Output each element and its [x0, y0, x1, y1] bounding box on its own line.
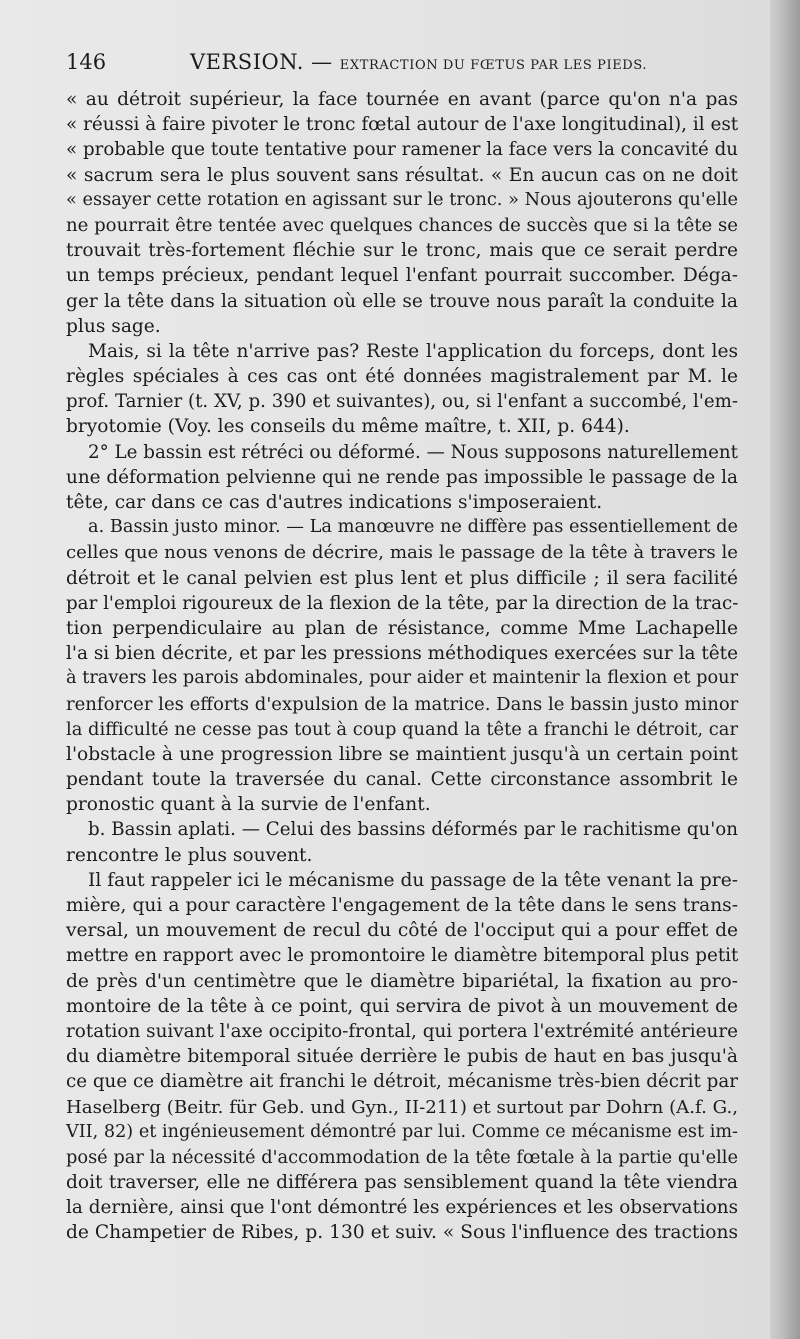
text-line: 2° Le bassin est rétréci ou déformé. — Nous supposons naturellement — [88, 441, 738, 463]
text-line: renforcer les efforts d'expulsion de la matrice. Dans le bassin justo minor — [66, 693, 739, 715]
text-line: posé par la nécessité d'accommodation de la tête fœtale à la partie qu'elle — [66, 1146, 738, 1168]
text-line: tête, car dans ce cas d'autres indications s'imposeraient. — [66, 492, 603, 513]
bleed-through-marks — [120, 1262, 740, 1282]
text-line: mettre en rapport avec le promontoire le diamètre bitemporal plus petit — [66, 945, 739, 967]
text-line: « au détroit supérieur, la face tournée en avant (parce qu'on n'a pas — [66, 89, 738, 110]
text-line: par l'emploi rigoureux de la flexion de la tête, par la direction de la trac- — [66, 592, 739, 614]
text-line: plus sage. — [66, 315, 161, 337]
section-title: VERSION. — [190, 50, 304, 74]
running-title — [190, 50, 647, 74]
text-line: pronostic quant à la survie de l'enfant. — [66, 794, 431, 816]
text-line: « probable que toute tentative pour ramener la face vers la concavité du — [66, 139, 738, 161]
text-line: « sacrum sera le plus souvent sans résultat. « En aucun cas on ne doit — [66, 164, 738, 186]
text-line: a. Bassin justo minor. — La manœuvre ne diffère pas essentiellement de — [88, 517, 738, 538]
text-line: VII, 82) et ingénieusement démontré par lui. Comme ce mécanisme est im- — [66, 1121, 738, 1142]
page-edge — [770, 0, 800, 1339]
text-line: trouvait très-fortement fléchie sur le tronc, mais que ce serait perdre — [66, 240, 738, 262]
page-number: 146 — [66, 50, 107, 74]
title-dash: — — [311, 50, 333, 74]
text-line: la difficulté ne cesse pas tout à coup quand la tête a franchi le détroit, car — [66, 718, 738, 740]
text-line: montoire de la tête à ce point, qui servira de pivot à un mouvement de — [66, 995, 738, 1017]
text-line: celles que nous venons de décrire, mais le passage de la tête à travers le — [66, 542, 738, 564]
text-line: b. Bassin aplati. — Celui des bassins déformés par le rachitisme qu'on — [88, 819, 738, 841]
text-line: versal, un mouvement de recul du côté de l'occiput qui a pour effet de — [66, 920, 738, 942]
text-line: rencontre le plus souvent. — [66, 844, 313, 866]
text-line: doit traverser, elle ne différera pas sensiblement quand la tête viendra — [66, 1172, 738, 1194]
text-line: ne pourrait être tentée avec quelques chances de succès que si la tête se — [66, 214, 738, 236]
text-line: pendant toute la traversée du canal. Cette circonstance assombrit le — [66, 769, 738, 791]
text-line: rotation suivant l'axe occipito-frontal, qui portera l'extrémité antérieure — [66, 1020, 738, 1042]
text-line: bryotomie (Voy. les conseils du même maître, t. XII, p. 644). — [66, 416, 630, 438]
text-line: prof. Tarnier (t. XV, p. 390 et suivantes), ou, si l'enfant a succombé, l'em- — [66, 391, 738, 413]
text-line: Il faut rappeler ici le mécanisme du passage de la tête venant la pre- — [88, 869, 738, 891]
text-line: règles spéciales à ces cas ont été données magistralement par M. le — [66, 366, 738, 388]
text-line: l'obstacle à une progression libre se maintient jusqu'à un certain point — [66, 743, 738, 765]
text-line: détroit et le canal pelvien est plus lent et plus difficile ; il sera facilité — [66, 567, 738, 589]
text-line: du diamètre bitemporal située derrière le pubis de haut en bas jusqu'à — [66, 1046, 738, 1068]
text-line: un temps précieux, pendant lequel l'enfant pourrait succomber. Déga- — [66, 265, 738, 287]
text-line: mière, qui a pour caractère l'engagement de la tête dans le sens trans- — [66, 895, 738, 916]
text-line: ce que ce diamètre ait franchi le détroit, mécanisme très-bien décrit par — [66, 1071, 738, 1093]
text-line: Mais, si la tête n'arrive pas? Reste l'application du forceps, dont les — [88, 340, 738, 362]
chapter-subtitle: EXTRACTION DU FŒTUS PAR LES PIEDS. — [339, 58, 648, 73]
text-line: tion perpendiculaire au plan de résistance, comme Mme Lachapelle — [66, 617, 738, 639]
text-line: de près d'un centimètre que le diamètre bipariétal, la fixation au pro- — [66, 970, 738, 992]
text-line: une déformation pelvienne qui ne rende pas impossible le passage de la — [66, 466, 738, 488]
running-header — [66, 48, 738, 78]
text-line: Haselberg (Beitr. für Geb. und Gyn., II-211) et surtout par Dohrn (A.f. G., — [66, 1096, 738, 1118]
text-line: à travers les parois abdominales, pour aider et maintenir la flexion et pour — [66, 668, 739, 689]
text-line: la dernière, ainsi que l'ont démontré les expériences et les observations — [66, 1197, 738, 1219]
text-line: « essayer cette rotation en agissant sur le tronc. » Nous ajouterons qu'elle — [66, 189, 738, 210]
text-line: ger la tête dans la situation où elle se trouve nous paraît la conduite la — [66, 290, 738, 312]
text-line: « réussi à faire pivoter le tronc fœtal autour de l'axe longitudinal), il est — [66, 114, 739, 136]
text-line: l'a si bien décrite, et par les pressions méthodiques exercées sur la tête — [66, 643, 738, 665]
text-line: de Champetier de Ribes, p. 130 et suiv. « Sous l'influence des tractions — [66, 1222, 738, 1244]
body-text — [66, 87, 738, 1246]
